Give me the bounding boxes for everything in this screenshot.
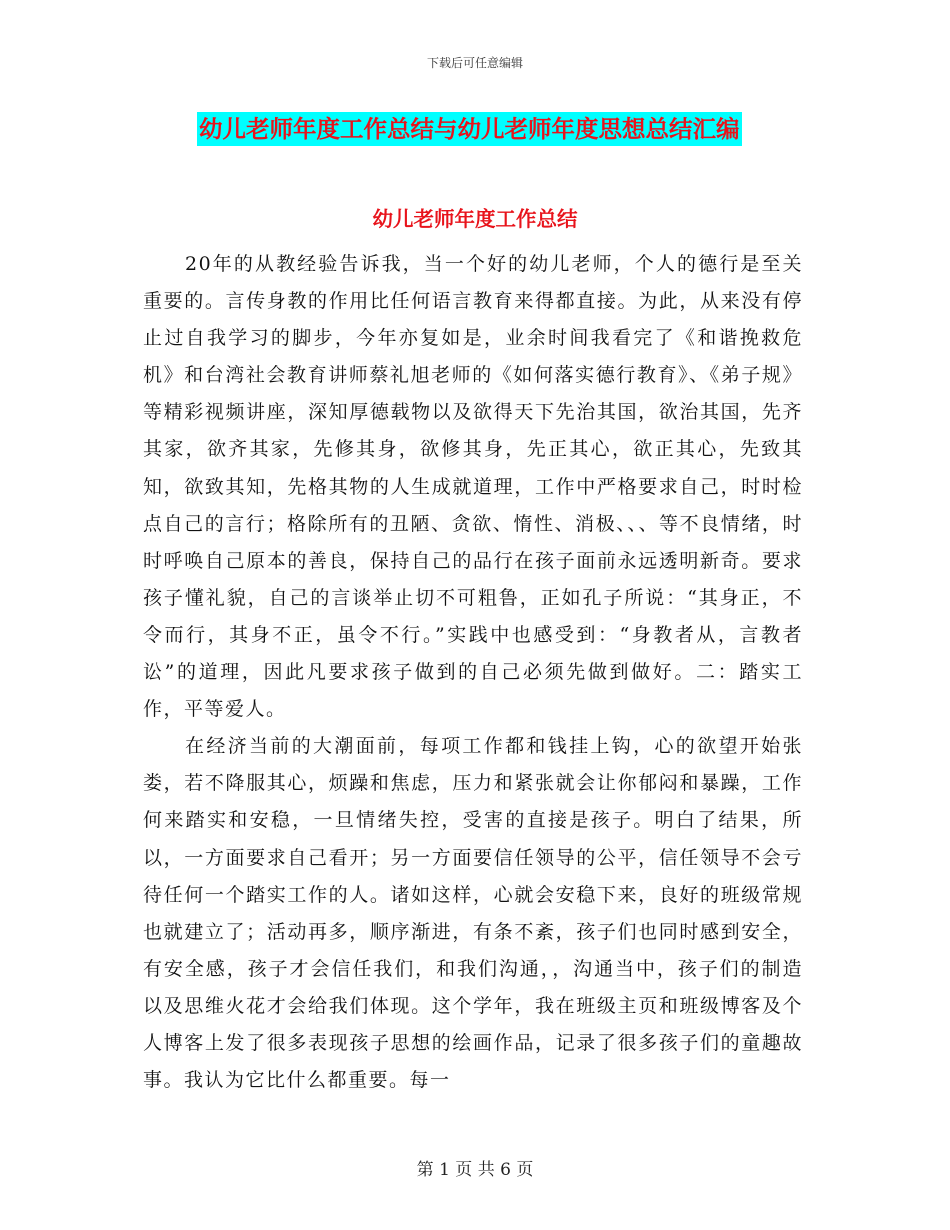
- document-main-title: 幼儿老师年度工作总结与幼儿老师年度思想总结汇编: [197, 112, 742, 146]
- header-note: 下载后可任意编辑: [426, 56, 523, 70]
- page-number-footer: 第 1 页 共 6 页: [416, 1160, 534, 1180]
- section-title: 幼儿老师年度工作总结: [372, 207, 578, 231]
- document-body: [143, 246, 803, 1099]
- body-paragraph: 在经济当前的大潮面前，每项工作都和钱挂上钩，心的欲望开始张娄，若不降服其心，烦躁和焦虑，压力和紧张就会让你郁闷和暴躁，工作何来踏实和安稳，一旦情绪失控，受害的直接是孩子。明白了结果，所以，一方面要求自己看开；另一方面要信任领导的公平，信任领导不会亏待任何一个踏实工作的人。诸如这样，心就会安稳下来，良好的班级常规也就建立了；活动再多，顺序渐进，有条不紊，孩子们也同时感到安全，有安全感，孩子才会信任我们，和我们沟通，，沟通当中，孩子们的制造以及思维火花才会给我们体现。这个学年，我在班级主页和班级博客及个人博客上发了很多表现孩子思想的绘画作品，记录了很多孩子们的童趣故事。我认为它比什么都重要。每一: [143, 735, 803, 1092]
- body-paragraph: 20年的从教经验告诉我，当一个好的幼儿老师，个人的德行是至关重要的。言传身教的作用比任何语言教育来得都直接。为此，从来没有停止过自我学习的脚步，今年亦复如是，业余时间我看完了《和谐挽救危机》和台湾社会教育讲师蔡礼旭老师的《如何落实德行教育》、《弟子规》等精彩视频讲座，深知厚德载物以及欲得天下先治其国，欲治其国，先齐其家，欲齐其家，先修其身，欲修其身，先正其心，欲正其心，先致其知，欲致其知，先格其物的人生成就道理，工作中严格要求自己，时时检点自己的言行；格除所有的丑陋、贪欲、惰性、消极、、、等不良情绪，时时呼唤自己原本的善良，保持自己的品行在孩子面前永远透明新奇。要求孩子懂礼貌，自己的言谈举止切不可粗鲁，正如孔子所说：“其身正，不令而行，其身不正，虽令不行。”实践中也感受到：“身教者从，言教者讼”的道理，因此凡要求孩子做到的自己必须先做到做好。二：踏实工作，平等爱人。: [143, 253, 803, 721]
